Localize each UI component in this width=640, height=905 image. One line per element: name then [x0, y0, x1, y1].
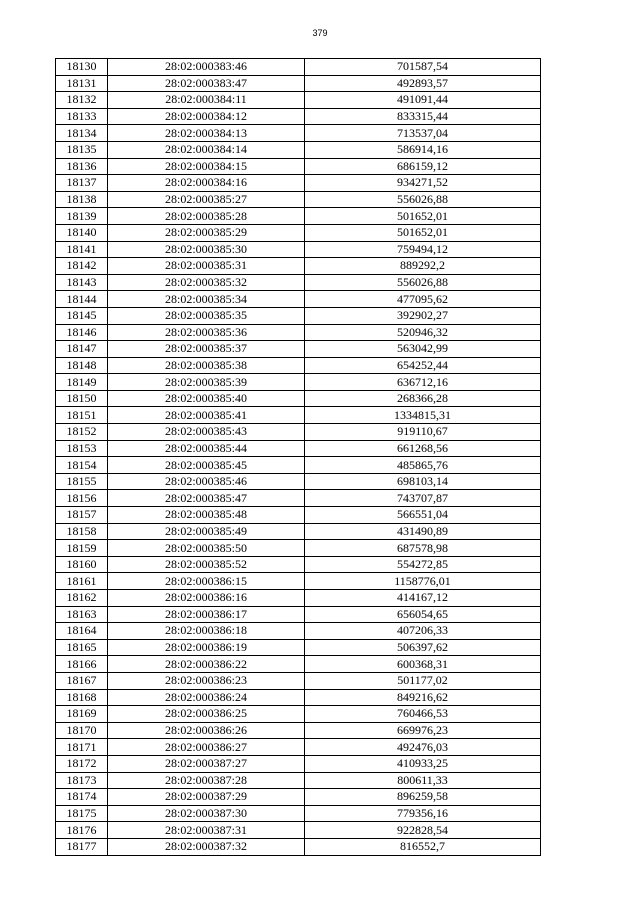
value-cell: 687578,98: [305, 540, 541, 557]
table-row: [56, 590, 541, 607]
row-number-cell: 18157: [56, 507, 108, 524]
row-number-cell: 18176: [56, 822, 108, 839]
row-number-cell: 18158: [56, 523, 108, 540]
table-row: [56, 374, 541, 391]
cadastral-number-cell: 28:02:000385:31: [108, 258, 305, 275]
table-row: [56, 390, 541, 407]
cadastral-number-cell: 28:02:000386:26: [108, 722, 305, 739]
table-row: [56, 307, 541, 324]
cadastral-number-cell: 28:02:000385:38: [108, 357, 305, 374]
row-number-cell: 18164: [56, 623, 108, 640]
value-cell: 698103,14: [305, 473, 541, 490]
cadastral-number-cell: 28:02:000383:47: [108, 75, 305, 92]
row-number-cell: 18168: [56, 689, 108, 706]
row-number-cell: 18141: [56, 241, 108, 258]
cadastral-number-cell: 28:02:000384:14: [108, 141, 305, 158]
table-row: [56, 191, 541, 208]
value-cell: 501652,01: [305, 224, 541, 241]
value-cell: 661268,56: [305, 440, 541, 457]
row-number-cell: 18156: [56, 490, 108, 507]
value-cell: 410933,25: [305, 755, 541, 772]
table-row: [56, 606, 541, 623]
cadastral-number-cell: 28:02:000385:37: [108, 341, 305, 358]
cadastral-number-cell: 28:02:000385:48: [108, 507, 305, 524]
row-number-cell: 18135: [56, 141, 108, 158]
table-row: [56, 490, 541, 507]
value-cell: 849216,62: [305, 689, 541, 706]
cadastral-number-cell: 28:02:000386:25: [108, 706, 305, 723]
value-cell: 563042,99: [305, 341, 541, 358]
row-number-cell: 18165: [56, 639, 108, 656]
row-number-cell: 18152: [56, 424, 108, 441]
cadastral-number-cell: 28:02:000385:45: [108, 457, 305, 474]
value-cell: 554272,85: [305, 556, 541, 573]
table-row: [56, 324, 541, 341]
row-number-cell: 18145: [56, 307, 108, 324]
value-cell: 407206,33: [305, 623, 541, 640]
cadastral-number-cell: 28:02:000386:15: [108, 573, 305, 590]
table-row: [56, 706, 541, 723]
row-number-cell: 18144: [56, 291, 108, 308]
table-row: [56, 424, 541, 441]
table-row: [56, 672, 541, 689]
value-cell: 743707,87: [305, 490, 541, 507]
cadastral-number-cell: 28:02:000386:17: [108, 606, 305, 623]
row-number-cell: 18170: [56, 722, 108, 739]
value-cell: 1158776,01: [305, 573, 541, 590]
cadastral-number-cell: 28:02:000386:27: [108, 739, 305, 756]
row-number-cell: 18137: [56, 175, 108, 192]
value-cell: 800611,33: [305, 772, 541, 789]
value-cell: 556026,88: [305, 274, 541, 291]
table-row: [56, 838, 541, 855]
page-number: 379: [312, 28, 328, 38]
cadastral-number-cell: 28:02:000383:46: [108, 59, 305, 76]
cadastral-number-cell: 28:02:000386:22: [108, 656, 305, 673]
cadastral-number-cell: 28:02:000387:28: [108, 772, 305, 789]
value-cell: 779356,16: [305, 805, 541, 822]
value-cell: 919110,67: [305, 424, 541, 441]
row-number-cell: 18130: [56, 59, 108, 76]
row-number-cell: 18132: [56, 92, 108, 109]
table-row: [56, 407, 541, 424]
table-row: [56, 573, 541, 590]
row-number-cell: 18151: [56, 407, 108, 424]
value-cell: 492476,03: [305, 739, 541, 756]
value-cell: 600368,31: [305, 656, 541, 673]
value-cell: 477095,62: [305, 291, 541, 308]
cadastral-number-cell: 28:02:000386:24: [108, 689, 305, 706]
row-number-cell: 18167: [56, 672, 108, 689]
row-number-cell: 18154: [56, 457, 108, 474]
table-row: [56, 341, 541, 358]
cadastral-number-cell: 28:02:000387:30: [108, 805, 305, 822]
row-number-cell: 18155: [56, 473, 108, 490]
cadastral-number-cell: 28:02:000386:23: [108, 672, 305, 689]
value-cell: 686159,12: [305, 158, 541, 175]
table-row: [56, 656, 541, 673]
cadastral-number-cell: 28:02:000385:40: [108, 390, 305, 407]
value-cell: 268366,28: [305, 390, 541, 407]
row-number-cell: 18163: [56, 606, 108, 623]
value-cell: 1334815,31: [305, 407, 541, 424]
row-number-cell: 18142: [56, 258, 108, 275]
table-row: [56, 689, 541, 706]
table-row: [56, 540, 541, 557]
value-cell: 586914,16: [305, 141, 541, 158]
row-number-cell: 18143: [56, 274, 108, 291]
cadastral-number-cell: 28:02:000385:50: [108, 540, 305, 557]
cadastral-number-cell: 28:02:000386:16: [108, 590, 305, 607]
value-cell: 654252,44: [305, 357, 541, 374]
table-row: [56, 224, 541, 241]
value-cell: 922828,54: [305, 822, 541, 839]
table-row: [56, 556, 541, 573]
value-cell: 833315,44: [305, 108, 541, 125]
table-row: [56, 158, 541, 175]
table-row: [56, 473, 541, 490]
row-number-cell: 18140: [56, 224, 108, 241]
row-number-cell: 18173: [56, 772, 108, 789]
value-cell: 656054,65: [305, 606, 541, 623]
value-cell: 556026,88: [305, 191, 541, 208]
value-cell: 889292,2: [305, 258, 541, 275]
value-cell: 491091,44: [305, 92, 541, 109]
table-row: [56, 523, 541, 540]
value-cell: 759494,12: [305, 241, 541, 258]
table-row: [56, 75, 541, 92]
cadastral-number-cell: 28:02:000385:30: [108, 241, 305, 258]
value-cell: 816552,7: [305, 838, 541, 855]
row-number-cell: 18147: [56, 341, 108, 358]
cadastral-number-cell: 28:02:000386:18: [108, 623, 305, 640]
cadastral-number-cell: 28:02:000385:41: [108, 407, 305, 424]
cadastral-number-cell: 28:02:000384:16: [108, 175, 305, 192]
cadastral-number-cell: 28:02:000385:47: [108, 490, 305, 507]
value-cell: 566551,04: [305, 507, 541, 524]
row-number-cell: 18159: [56, 540, 108, 557]
cadastral-number-cell: 28:02:000385:34: [108, 291, 305, 308]
row-number-cell: 18172: [56, 755, 108, 772]
table-row: [56, 108, 541, 125]
row-number-cell: 18174: [56, 789, 108, 806]
row-number-cell: 18150: [56, 390, 108, 407]
cadastral-number-cell: 28:02:000384:11: [108, 92, 305, 109]
cadastral-number-cell: 28:02:000385:28: [108, 208, 305, 225]
row-number-cell: 18148: [56, 357, 108, 374]
table-row: [56, 59, 541, 76]
value-cell: 392902,27: [305, 307, 541, 324]
cadastral-number-cell: 28:02:000384:15: [108, 158, 305, 175]
row-number-cell: 18149: [56, 374, 108, 391]
cadastral-number-cell: 28:02:000385:49: [108, 523, 305, 540]
value-cell: 492893,57: [305, 75, 541, 92]
value-cell: 431490,89: [305, 523, 541, 540]
value-cell: 713537,04: [305, 125, 541, 142]
row-number-cell: 18134: [56, 125, 108, 142]
cadastral-number-cell: 28:02:000385:43: [108, 424, 305, 441]
cadastral-number-cell: 28:02:000385:46: [108, 473, 305, 490]
cadastral-number-cell: 28:02:000385:32: [108, 274, 305, 291]
cadastral-number-cell: 28:02:000385:35: [108, 307, 305, 324]
data-table: [55, 58, 541, 856]
cadastral-number-cell: 28:02:000384:13: [108, 125, 305, 142]
cadastral-number-cell: 28:02:000385:29: [108, 224, 305, 241]
table-row: [56, 274, 541, 291]
value-cell: 520946,32: [305, 324, 541, 341]
row-number-cell: 18175: [56, 805, 108, 822]
cadastral-number-cell: 28:02:000387:32: [108, 838, 305, 855]
table-row: [56, 507, 541, 524]
cadastral-number-cell: 28:02:000385:39: [108, 374, 305, 391]
cadastral-number-cell: 28:02:000385:44: [108, 440, 305, 457]
row-number-cell: 18146: [56, 324, 108, 341]
value-cell: 636712,16: [305, 374, 541, 391]
cadastral-number-cell: 28:02:000385:52: [108, 556, 305, 573]
table-row: [56, 125, 541, 142]
cadastral-number-cell: 28:02:000385:27: [108, 191, 305, 208]
table-row: [56, 722, 541, 739]
row-number-cell: 18160: [56, 556, 108, 573]
value-cell: 760466,53: [305, 706, 541, 723]
cadastral-number-cell: 28:02:000385:36: [108, 324, 305, 341]
row-number-cell: 18138: [56, 191, 108, 208]
table-row: [56, 241, 541, 258]
value-cell: 485865,76: [305, 457, 541, 474]
row-number-cell: 18169: [56, 706, 108, 723]
table-row: [56, 175, 541, 192]
value-cell: 506397,62: [305, 639, 541, 656]
table-row: [56, 639, 541, 656]
row-number-cell: 18153: [56, 440, 108, 457]
cadastral-number-cell: 28:02:000387:27: [108, 755, 305, 772]
table-row: [56, 755, 541, 772]
table-row: [56, 440, 541, 457]
table-row: [56, 258, 541, 275]
cadastral-number-cell: 28:02:000386:19: [108, 639, 305, 656]
value-cell: 934271,52: [305, 175, 541, 192]
table-row: [56, 739, 541, 756]
value-cell: 701587,54: [305, 59, 541, 76]
row-number-cell: 18139: [56, 208, 108, 225]
table-row: [56, 789, 541, 806]
row-number-cell: 18171: [56, 739, 108, 756]
table-row: [56, 92, 541, 109]
row-number-cell: 18133: [56, 108, 108, 125]
value-cell: 414167,12: [305, 590, 541, 607]
row-number-cell: 18162: [56, 590, 108, 607]
row-number-cell: 18166: [56, 656, 108, 673]
cadastral-number-cell: 28:02:000387:29: [108, 789, 305, 806]
table-body: [56, 59, 541, 856]
cadastral-number-cell: 28:02:000387:31: [108, 822, 305, 839]
cadastral-number-cell: 28:02:000384:12: [108, 108, 305, 125]
row-number-cell: 18177: [56, 838, 108, 855]
table-row: [56, 805, 541, 822]
row-number-cell: 18161: [56, 573, 108, 590]
value-cell: 501177,02: [305, 672, 541, 689]
value-cell: 501652,01: [305, 208, 541, 225]
table-row: [56, 141, 541, 158]
table-row: [56, 822, 541, 839]
value-cell: 669976,23: [305, 722, 541, 739]
table-row: [56, 772, 541, 789]
value-cell: 896259,58: [305, 789, 541, 806]
table-row: [56, 623, 541, 640]
table-row: [56, 457, 541, 474]
table-row: [56, 291, 541, 308]
row-number-cell: 18136: [56, 158, 108, 175]
row-number-cell: 18131: [56, 75, 108, 92]
table-row: [56, 208, 541, 225]
table-row: [56, 357, 541, 374]
